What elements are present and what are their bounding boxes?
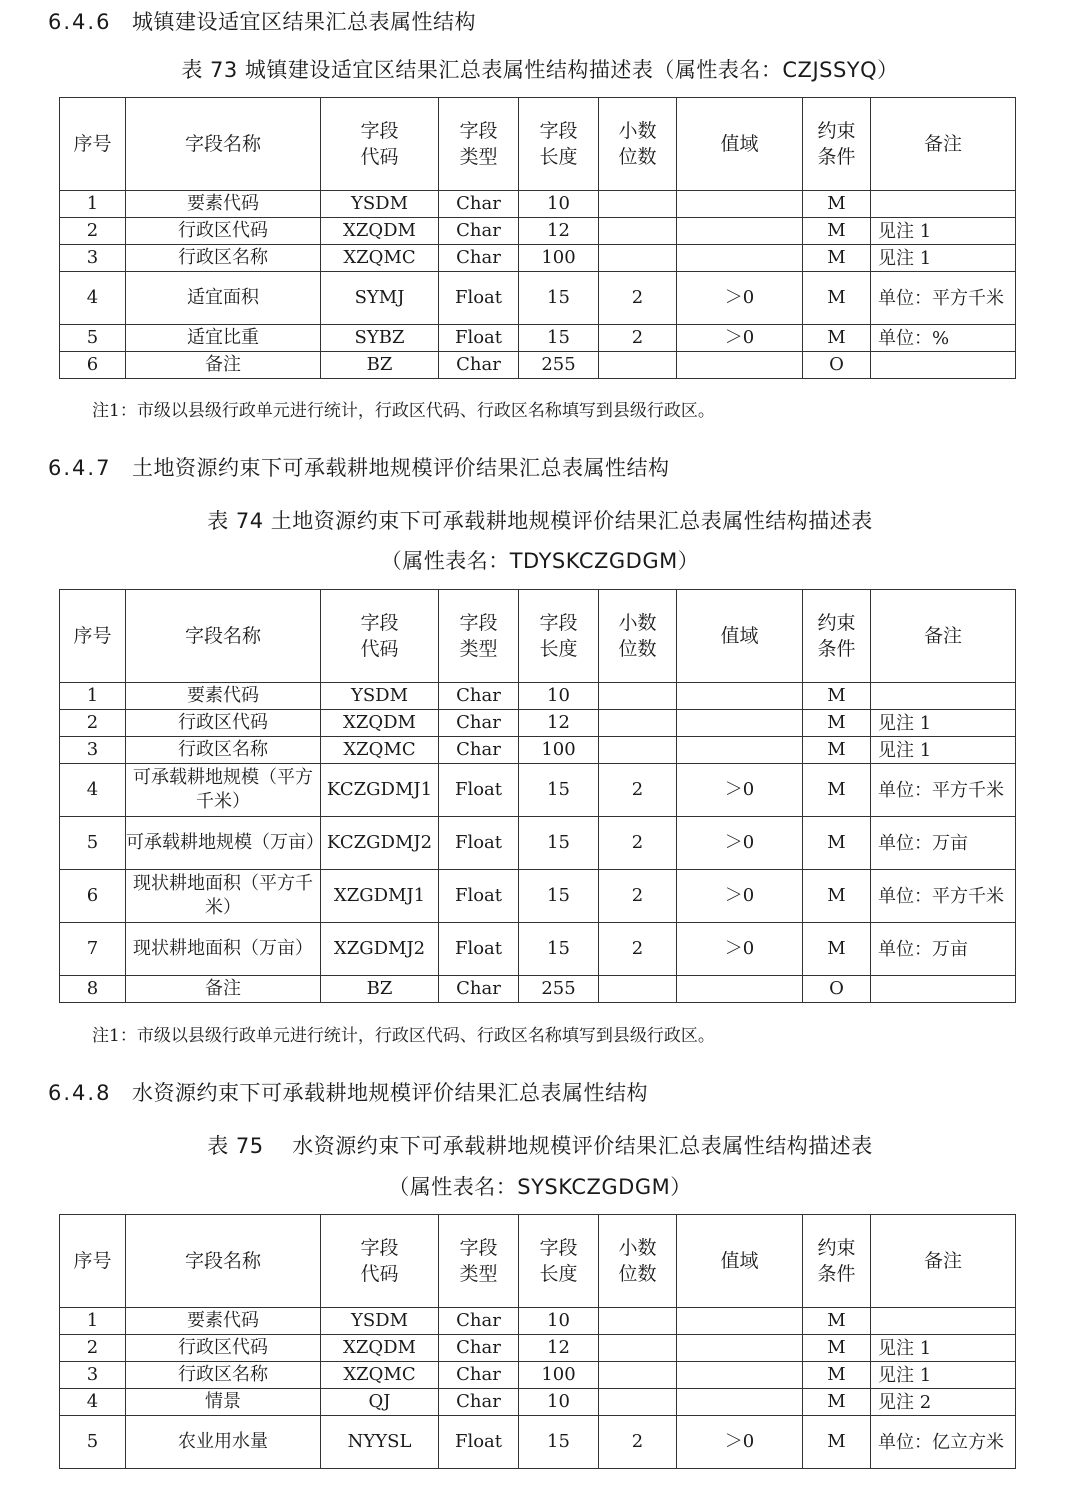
- table-cell: 15: [519, 764, 599, 817]
- column-header-line: 长度: [539, 638, 578, 660]
- column-header: [677, 1215, 803, 1308]
- table-cell: 6: [60, 352, 126, 379]
- table-cell: M: [803, 683, 871, 710]
- table-cell: O: [803, 352, 871, 379]
- column-header-line: 约束: [817, 612, 856, 634]
- section-heading-6-4-8: [48, 1077, 648, 1107]
- table-cell: 2: [599, 1416, 677, 1469]
- table-cell: M: [803, 191, 871, 218]
- table-cell: [677, 1308, 803, 1335]
- table-cell: [599, 1335, 677, 1362]
- table-cell: Char: [439, 352, 519, 379]
- table-cell: 备注: [126, 976, 321, 1003]
- column-header: [871, 1215, 1016, 1308]
- table-cell: 4: [60, 764, 126, 817]
- table-cell: 现状耕地面积（万亩）: [126, 923, 321, 976]
- table-cell: 要素代码: [126, 1308, 321, 1335]
- table-cell: [599, 218, 677, 245]
- table-cell: [599, 1389, 677, 1416]
- column-header: [519, 98, 599, 191]
- table-75-caption: 表 75 水资源约束下可承载耕地规模评价结果汇总表属性结构描述表: [207, 1134, 873, 1158]
- section-title: 城镇建设适宜区结果汇总表属性结构: [132, 10, 476, 34]
- column-header-line: 代码: [360, 146, 399, 168]
- table-cell: M: [803, 710, 871, 737]
- table-cell: Float: [439, 325, 519, 352]
- column-header: [803, 98, 871, 191]
- table-cell: ＞0: [677, 325, 803, 352]
- table-cell: Float: [439, 1416, 519, 1469]
- table-cell: 单位：亿立方米: [871, 1416, 1016, 1469]
- column-header-line: 值域: [720, 133, 759, 155]
- column-header-line: 字段: [360, 1237, 399, 1259]
- table-cell: [677, 191, 803, 218]
- column-header-line: 字段: [360, 120, 399, 142]
- table-cell: M: [803, 218, 871, 245]
- table-cell: [677, 683, 803, 710]
- table-cell: 5: [60, 1416, 126, 1469]
- table-cell: [599, 1362, 677, 1389]
- column-header: [321, 98, 439, 191]
- table-cell: M: [803, 1335, 871, 1362]
- table-cell: 6: [60, 870, 126, 923]
- table-73-caption: 表 73 城镇建设适宜区结果汇总表属性结构描述表（属性表名：CZJSSYQ）: [181, 58, 899, 82]
- column-header-line: 字段: [459, 1237, 498, 1259]
- table-cell: 2: [599, 870, 677, 923]
- table-cell: XZQMC: [321, 1362, 439, 1389]
- section-number: 6.4.6: [48, 10, 112, 34]
- table-cell: 情景: [126, 1389, 321, 1416]
- column-header-line: 类型: [459, 1263, 498, 1285]
- column-header-line: 序号: [73, 1250, 112, 1272]
- column-header-line: 字段: [360, 612, 399, 634]
- table-cell: M: [803, 923, 871, 976]
- table-cell: [599, 737, 677, 764]
- table-cell: 12: [519, 710, 599, 737]
- table-cell: 要素代码: [126, 191, 321, 218]
- table-73-footnote: 注1：市级以县级行政单元进行统计，行政区代码、行政区名称填写到县级行政区。: [92, 401, 715, 421]
- table-cell: M: [803, 817, 871, 870]
- table-cell: 3: [60, 737, 126, 764]
- table-cell: 8: [60, 976, 126, 1003]
- column-header: [126, 98, 321, 191]
- table-cell: Float: [439, 870, 519, 923]
- table-cell: BZ: [321, 352, 439, 379]
- table-cell: Char: [439, 1389, 519, 1416]
- table-cell: ＞0: [677, 1416, 803, 1469]
- table-cell: XZQDM: [321, 218, 439, 245]
- section-heading-6-4-7: [48, 452, 670, 482]
- table-cell: KCZGDMJ1: [321, 764, 439, 817]
- table-cell: [599, 352, 677, 379]
- section-number: 6.4.8: [48, 1081, 112, 1105]
- column-header-line: 约束: [817, 1237, 856, 1259]
- column-header-line: 字段: [459, 120, 498, 142]
- table-cell: XZGDMJ1: [321, 870, 439, 923]
- table-cell: 1: [60, 683, 126, 710]
- table-cell: 10: [519, 683, 599, 710]
- table-cell: Char: [439, 1362, 519, 1389]
- table-cell: 可承载耕地规模（万亩）: [126, 817, 321, 870]
- table-cell: 100: [519, 245, 599, 272]
- column-header: [126, 590, 321, 683]
- table-74-caption-sub: （属性表名：TDYSKCZGDGM）: [380, 549, 700, 573]
- column-header-line: 备注: [923, 1250, 962, 1272]
- table-cell: ＞0: [677, 817, 803, 870]
- table-row: [60, 1308, 1016, 1335]
- table-cell: BZ: [321, 976, 439, 1003]
- table-cell: 2: [599, 272, 677, 325]
- table-row: [60, 352, 1016, 379]
- table-row: [60, 245, 1016, 272]
- column-header-line: 序号: [73, 133, 112, 155]
- table-row: [60, 272, 1016, 325]
- table-cell: Char: [439, 1335, 519, 1362]
- table-cell: 255: [519, 352, 599, 379]
- table-cell: M: [803, 272, 871, 325]
- table-cell: 12: [519, 218, 599, 245]
- column-header-line: 小数: [618, 1237, 657, 1259]
- table-cell: 4: [60, 272, 126, 325]
- table-cell: [677, 245, 803, 272]
- column-header: [60, 98, 126, 191]
- column-header-line: 位数: [618, 146, 657, 168]
- table-cell: YSDM: [321, 683, 439, 710]
- table-cell: M: [803, 1389, 871, 1416]
- table-row: [60, 1416, 1016, 1469]
- table-cell: ＞0: [677, 923, 803, 976]
- table-cell: 2: [60, 218, 126, 245]
- header-row: [60, 98, 1016, 191]
- table-cell: 行政区代码: [126, 218, 321, 245]
- table-cell: 2: [60, 710, 126, 737]
- table-cell: [677, 218, 803, 245]
- table-cell: M: [803, 764, 871, 817]
- table-cell: [599, 191, 677, 218]
- table-cell: 行政区名称: [126, 737, 321, 764]
- table-cell: Char: [439, 245, 519, 272]
- table-cell: M: [803, 1416, 871, 1469]
- table-cell: 见注 1: [871, 1335, 1016, 1362]
- column-header: [126, 1215, 321, 1308]
- table-cell: XZGDMJ2: [321, 923, 439, 976]
- table-row: [60, 191, 1016, 218]
- table-cell: [871, 976, 1016, 1003]
- table-cell: 10: [519, 191, 599, 218]
- table-73: [59, 97, 1016, 379]
- table-cell: 单位：万亩: [871, 923, 1016, 976]
- table-cell: 3: [60, 1362, 126, 1389]
- table-cell: [599, 710, 677, 737]
- header-row: [60, 1215, 1016, 1308]
- table-cell: 适宜面积: [126, 272, 321, 325]
- table-row: [60, 870, 1016, 923]
- column-header: [677, 98, 803, 191]
- table-cell: 15: [519, 272, 599, 325]
- table-cell: XZQMC: [321, 737, 439, 764]
- column-header-line: 字段名称: [184, 625, 261, 647]
- table-row: [60, 764, 1016, 817]
- table-cell: 5: [60, 817, 126, 870]
- table-cell: Float: [439, 764, 519, 817]
- table-cell: 1: [60, 191, 126, 218]
- column-header: [519, 1215, 599, 1308]
- table-cell: [677, 1335, 803, 1362]
- table-cell: [677, 1362, 803, 1389]
- table-cell: ＞0: [677, 764, 803, 817]
- column-header-line: 长度: [539, 1263, 578, 1285]
- table-cell: [677, 1389, 803, 1416]
- column-header: [60, 590, 126, 683]
- table-cell: [677, 976, 803, 1003]
- table-cell: 行政区名称: [126, 1362, 321, 1389]
- column-header: [439, 590, 519, 683]
- table-cell: M: [803, 870, 871, 923]
- table-cell: [599, 683, 677, 710]
- column-header: [871, 98, 1016, 191]
- header-row: [60, 590, 1016, 683]
- table-cell: 单位：平方千米: [871, 870, 1016, 923]
- column-header: [871, 590, 1016, 683]
- table-cell: [677, 737, 803, 764]
- column-header-line: 代码: [360, 638, 399, 660]
- table-cell: 可承载耕地规模（平方千米）: [126, 764, 321, 817]
- column-header: [599, 590, 677, 683]
- column-header-line: 字段名称: [184, 133, 261, 155]
- table-cell: 2: [599, 923, 677, 976]
- column-header-line: 字段: [459, 612, 498, 634]
- table-cell: 2: [599, 764, 677, 817]
- column-header-line: 类型: [459, 638, 498, 660]
- table-cell: 15: [519, 870, 599, 923]
- table-cell: Char: [439, 1308, 519, 1335]
- column-header-line: 位数: [618, 1263, 657, 1285]
- table-cell: 15: [519, 923, 599, 976]
- table-cell: M: [803, 245, 871, 272]
- column-header: [677, 590, 803, 683]
- table-cell: [871, 191, 1016, 218]
- table-cell: 现状耕地面积（平方千米）: [126, 870, 321, 923]
- column-header-line: 备注: [923, 133, 962, 155]
- table-cell: 100: [519, 1362, 599, 1389]
- table-cell: 行政区代码: [126, 710, 321, 737]
- table-row: [60, 325, 1016, 352]
- table-cell: 12: [519, 1335, 599, 1362]
- table-cell: 4: [60, 1389, 126, 1416]
- table-row: [60, 737, 1016, 764]
- table-cell: 2: [599, 325, 677, 352]
- column-header: [439, 98, 519, 191]
- table-cell: 要素代码: [126, 683, 321, 710]
- column-header-line: 字段名称: [184, 1250, 261, 1272]
- table-cell: Float: [439, 272, 519, 325]
- table-cell: M: [803, 1308, 871, 1335]
- table-cell: 见注 1: [871, 218, 1016, 245]
- table-cell: 农业用水量: [126, 1416, 321, 1469]
- table-cell: Char: [439, 218, 519, 245]
- table-cell: Char: [439, 976, 519, 1003]
- table-cell: 15: [519, 325, 599, 352]
- table-cell: 行政区名称: [126, 245, 321, 272]
- table-cell: Float: [439, 817, 519, 870]
- column-header-line: 值域: [720, 1250, 759, 1272]
- column-header-line: 约束: [817, 120, 856, 142]
- table-74-caption: 表 74 土地资源约束下可承载耕地规模评价结果汇总表属性结构描述表: [207, 509, 873, 533]
- table-cell: 见注 1: [871, 710, 1016, 737]
- column-header-line: 值域: [720, 625, 759, 647]
- table-cell: 10: [519, 1389, 599, 1416]
- column-header-line: 代码: [360, 1263, 399, 1285]
- table-row: [60, 817, 1016, 870]
- table-cell: M: [803, 1362, 871, 1389]
- table-cell: 1: [60, 1308, 126, 1335]
- table-cell: 单位：平方千米: [871, 764, 1016, 817]
- table-cell: 5: [60, 325, 126, 352]
- table-row: [60, 1335, 1016, 1362]
- table-cell: SYMJ: [321, 272, 439, 325]
- column-header-line: 条件: [817, 638, 856, 660]
- table-row: [60, 710, 1016, 737]
- table-74: [59, 589, 1016, 1003]
- table-cell: Char: [439, 191, 519, 218]
- table-cell: 见注 1: [871, 245, 1016, 272]
- table-cell: KCZGDMJ2: [321, 817, 439, 870]
- table-cell: M: [803, 737, 871, 764]
- table-75: [59, 1214, 1016, 1469]
- table-row: [60, 1362, 1016, 1389]
- table-cell: 见注 2: [871, 1389, 1016, 1416]
- table-75-caption-sub: （属性表名：SYSKCZGDGM）: [388, 1175, 692, 1199]
- table-cell: [871, 683, 1016, 710]
- column-header: [599, 1215, 677, 1308]
- table-cell: 15: [519, 1416, 599, 1469]
- column-header-line: 长度: [539, 146, 578, 168]
- table-cell: 单位：平方千米: [871, 272, 1016, 325]
- table-cell: XZQDM: [321, 710, 439, 737]
- column-header-line: 类型: [459, 146, 498, 168]
- table-cell: 15: [519, 817, 599, 870]
- table-cell: YSDM: [321, 1308, 439, 1335]
- table-cell: 3: [60, 245, 126, 272]
- table-cell: QJ: [321, 1389, 439, 1416]
- table-cell: 单位：万亩: [871, 817, 1016, 870]
- column-header: [519, 590, 599, 683]
- section-title: 土地资源约束下可承载耕地规模评价结果汇总表属性结构: [132, 456, 670, 480]
- table-cell: 7: [60, 923, 126, 976]
- table-row: [60, 683, 1016, 710]
- column-header-line: 备注: [923, 625, 962, 647]
- column-header-line: 字段: [539, 120, 578, 142]
- column-header: [599, 98, 677, 191]
- table-cell: 见注 1: [871, 737, 1016, 764]
- table-cell: M: [803, 325, 871, 352]
- column-header-line: 小数: [618, 612, 657, 634]
- table-cell: 2: [599, 817, 677, 870]
- table-cell: [871, 352, 1016, 379]
- section-number: 6.4.7: [48, 456, 112, 480]
- table-cell: YSDM: [321, 191, 439, 218]
- table-cell: O: [803, 976, 871, 1003]
- table-cell: [599, 245, 677, 272]
- table-row: [60, 976, 1016, 1003]
- table-cell: XZQDM: [321, 1335, 439, 1362]
- table-cell: 备注: [126, 352, 321, 379]
- table-cell: 100: [519, 737, 599, 764]
- table-cell: 单位：%: [871, 325, 1016, 352]
- column-header: [439, 1215, 519, 1308]
- table-cell: [871, 1308, 1016, 1335]
- table-cell: Char: [439, 683, 519, 710]
- column-header: [803, 590, 871, 683]
- column-header-line: 条件: [817, 1263, 856, 1285]
- table-cell: 行政区代码: [126, 1335, 321, 1362]
- table-cell: XZQMC: [321, 245, 439, 272]
- section-heading-6-4-6: [48, 6, 476, 36]
- table-cell: [599, 976, 677, 1003]
- column-header-line: 序号: [73, 625, 112, 647]
- column-header: [803, 1215, 871, 1308]
- table-cell: 适宜比重: [126, 325, 321, 352]
- table-cell: 2: [60, 1335, 126, 1362]
- column-header-line: 位数: [618, 638, 657, 660]
- table-cell: 见注 1: [871, 1362, 1016, 1389]
- table-74-footnote: 注1：市级以县级行政单元进行统计，行政区代码、行政区名称填写到县级行政区。: [92, 1026, 715, 1046]
- table-cell: [599, 1308, 677, 1335]
- table-cell: [677, 352, 803, 379]
- table-cell: Float: [439, 923, 519, 976]
- table-row: [60, 923, 1016, 976]
- table-cell: SYBZ: [321, 325, 439, 352]
- column-header-line: 条件: [817, 146, 856, 168]
- column-header: [321, 590, 439, 683]
- table-cell: 255: [519, 976, 599, 1003]
- table-row: [60, 1389, 1016, 1416]
- table-cell: NYYSL: [321, 1416, 439, 1469]
- table-cell: Char: [439, 737, 519, 764]
- section-title: 水资源约束下可承载耕地规模评价结果汇总表属性结构: [132, 1081, 648, 1105]
- table-cell: Char: [439, 710, 519, 737]
- table-cell: [677, 710, 803, 737]
- column-header: [321, 1215, 439, 1308]
- table-row: [60, 218, 1016, 245]
- column-header: [60, 1215, 126, 1308]
- column-header-line: 小数: [618, 120, 657, 142]
- table-cell: 10: [519, 1308, 599, 1335]
- column-header-line: 字段: [539, 1237, 578, 1259]
- column-header-line: 字段: [539, 612, 578, 634]
- table-cell: ＞0: [677, 272, 803, 325]
- table-cell: ＞0: [677, 870, 803, 923]
